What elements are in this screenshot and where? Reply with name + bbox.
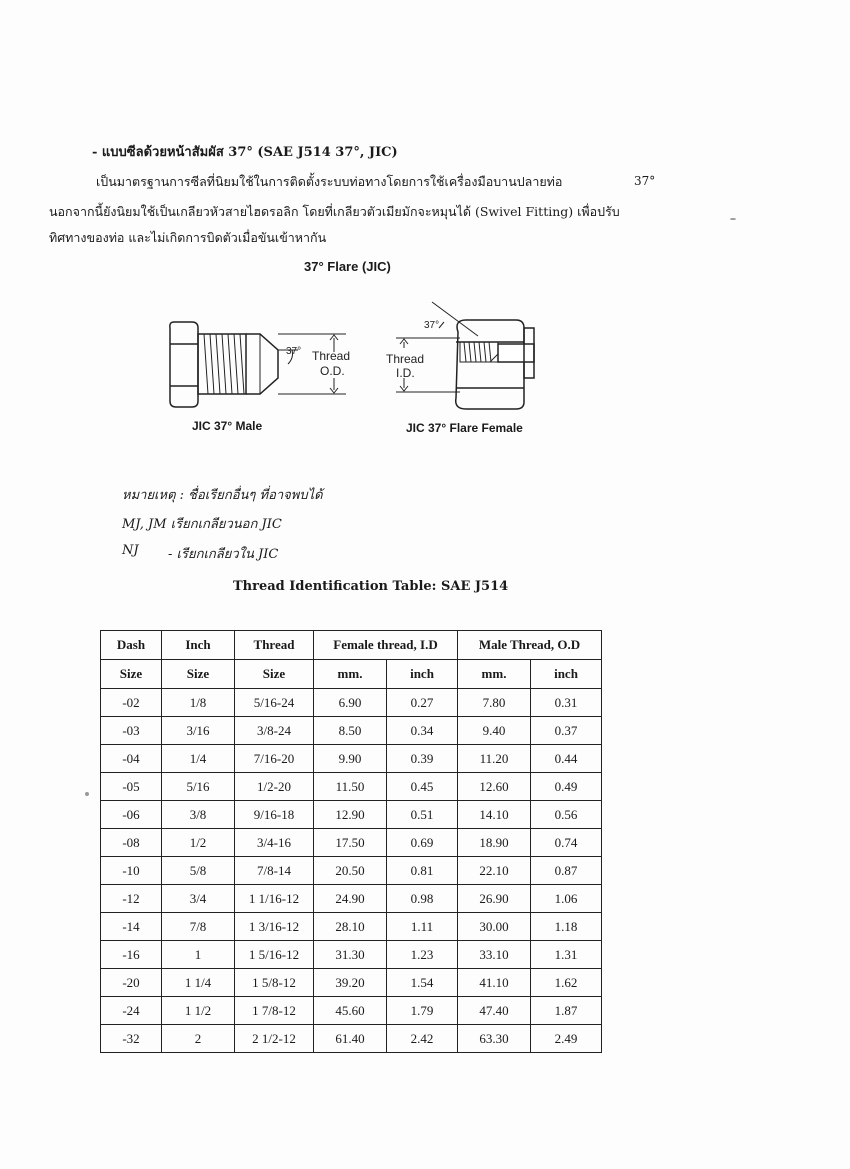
note-female-names: - เรียกเกลียวใน JIC xyxy=(168,547,279,562)
cell: -03 xyxy=(101,717,162,745)
cell: 1.23 xyxy=(387,941,458,969)
cell: 39.20 xyxy=(314,969,387,997)
cell: 11.50 xyxy=(314,773,387,801)
cell: 0.74 xyxy=(531,829,602,857)
thread-identification-table xyxy=(100,630,602,1053)
cell: 3/4 xyxy=(162,885,235,913)
cell: 1 xyxy=(162,941,235,969)
jic-fittings-diagram xyxy=(160,292,560,417)
cell: -10 xyxy=(101,857,162,885)
table-row xyxy=(101,941,602,969)
cell: 47.40 xyxy=(458,997,531,1025)
cell: 7/8-14 xyxy=(235,857,314,885)
cell: 5/16-24 xyxy=(235,689,314,717)
cell: -04 xyxy=(101,745,162,773)
table-row xyxy=(101,997,602,1025)
table-row xyxy=(101,689,602,717)
cell: 0.34 xyxy=(387,717,458,745)
cell: 18.90 xyxy=(458,829,531,857)
cell: 22.10 xyxy=(458,857,531,885)
cell: -20 xyxy=(101,969,162,997)
cell: 45.60 xyxy=(314,997,387,1025)
cell: 3/4-16 xyxy=(235,829,314,857)
table-row xyxy=(101,969,602,997)
cell: 1.79 xyxy=(387,997,458,1025)
cell: 17.50 xyxy=(314,829,387,857)
cell: 8.50 xyxy=(314,717,387,745)
table-row xyxy=(101,801,602,829)
section-heading: - แบบซีลด้วยหน้าสัมผัส 37° (SAE J514 37°, JIC) xyxy=(92,145,398,160)
header-female-thread: Female thread, I.D xyxy=(314,631,458,660)
header-dash-size: Size xyxy=(101,660,162,689)
male-od-label: O.D. xyxy=(320,364,345,378)
cell: 1 1/16-12 xyxy=(235,885,314,913)
figure-title: 37° Flare (JIC) xyxy=(304,259,391,274)
cell: 63.30 xyxy=(458,1025,531,1053)
header-dash: Dash xyxy=(101,631,162,660)
cell: 1/2 xyxy=(162,829,235,857)
cell: 2.49 xyxy=(531,1025,602,1053)
female-id-label: I.D. xyxy=(396,366,415,380)
cell: 1/8 xyxy=(162,689,235,717)
cell: 3/16 xyxy=(162,717,235,745)
note-male-names: MJ, JM เรียกเกลียวนอก JIC xyxy=(122,517,282,532)
cell: 11.20 xyxy=(458,745,531,773)
intro-line-2: นอกจากนี้ยังนิยมใช้เป็นเกลียวหัวสายไฮดรอลิก โดยที่เกลียวตัวเมียมักจะหมุนได้ (Swivel Fitting) เพื่อปรับ xyxy=(49,204,620,219)
table-row xyxy=(101,885,602,913)
cell: 5/8 xyxy=(162,857,235,885)
cell: 61.40 xyxy=(314,1025,387,1053)
cell: 33.10 xyxy=(458,941,531,969)
cell: 30.00 xyxy=(458,913,531,941)
table-row xyxy=(101,773,602,801)
header-thread-size: Size xyxy=(235,660,314,689)
cell: 0.87 xyxy=(531,857,602,885)
cell: -16 xyxy=(101,941,162,969)
cell: 1.87 xyxy=(531,997,602,1025)
header-inch: Inch xyxy=(162,631,235,660)
cell: 1 5/16-12 xyxy=(235,941,314,969)
cell: 3/8-24 xyxy=(235,717,314,745)
cell: 1/4 xyxy=(162,745,235,773)
cell: 14.10 xyxy=(458,801,531,829)
cell: 31.30 xyxy=(314,941,387,969)
cell: 2 1/2-12 xyxy=(235,1025,314,1053)
cell: -12 xyxy=(101,885,162,913)
cell: -24 xyxy=(101,997,162,1025)
cell: 0.37 xyxy=(531,717,602,745)
scan-speck xyxy=(85,792,89,796)
header-inch-size: Size xyxy=(162,660,235,689)
cell: 6.90 xyxy=(314,689,387,717)
cell: 7/16-20 xyxy=(235,745,314,773)
table-body xyxy=(101,689,602,1053)
table-title: Thread Identification Table: SAE J514 xyxy=(233,579,509,594)
cell: 0.69 xyxy=(387,829,458,857)
cell: 9/16-18 xyxy=(235,801,314,829)
table-row xyxy=(101,1025,602,1053)
cell: -14 xyxy=(101,913,162,941)
scan-speck xyxy=(730,218,736,220)
cell: 1 3/16-12 xyxy=(235,913,314,941)
cell: 2 xyxy=(162,1025,235,1053)
table-row xyxy=(101,913,602,941)
cell: -08 xyxy=(101,829,162,857)
note-female-code: NJ xyxy=(122,543,139,558)
cell: 1.11 xyxy=(387,913,458,941)
cell: 41.10 xyxy=(458,969,531,997)
cell: -05 xyxy=(101,773,162,801)
table-row xyxy=(101,857,602,885)
female-thread-label: Thread xyxy=(386,352,425,366)
table-row xyxy=(101,829,602,857)
female-angle-label: 37° xyxy=(424,320,440,331)
cell: 1.31 xyxy=(531,941,602,969)
cell: 0.98 xyxy=(387,885,458,913)
cell: 28.10 xyxy=(314,913,387,941)
cell: 1 1/4 xyxy=(162,969,235,997)
cell: 0.31 xyxy=(531,689,602,717)
intro-line-3: ทิศทางของท่อ และไม่เกิดการบิดตัวเมื่อขันเข้าหากัน xyxy=(49,230,327,245)
cell: 0.45 xyxy=(387,773,458,801)
male-thread-label: Thread xyxy=(312,349,351,363)
cell: 5/16 xyxy=(162,773,235,801)
cell: 1.18 xyxy=(531,913,602,941)
cell: 26.90 xyxy=(458,885,531,913)
cell: 3/8 xyxy=(162,801,235,829)
cell: 7.80 xyxy=(458,689,531,717)
cell: 1.54 xyxy=(387,969,458,997)
header-female-inch: inch xyxy=(387,660,458,689)
cell: 1/2-20 xyxy=(235,773,314,801)
intro-line-1: เป็นมาตรฐานการซีลที่นิยมใช้ในการติดตั้งระบบท่อทางโดยการใช้เครื่องมือบานปลายท่อ xyxy=(96,174,563,189)
cell: -02 xyxy=(101,689,162,717)
table-row xyxy=(101,717,602,745)
header-female-mm: mm. xyxy=(314,660,387,689)
male-angle-label: 37° xyxy=(286,346,302,357)
note-title: หมายเหตุ : ชื่อเรียกอื่นๆ ที่อาจพบได้ xyxy=(122,488,323,503)
cell: 24.90 xyxy=(314,885,387,913)
header-male-inch: inch xyxy=(531,660,602,689)
cell: 0.56 xyxy=(531,801,602,829)
cell: 9.90 xyxy=(314,745,387,773)
male-caption: JIC 37° Male xyxy=(192,419,263,433)
header-male-thread: Male Thread, O.D xyxy=(458,631,602,660)
cell: -32 xyxy=(101,1025,162,1053)
cell: 9.40 xyxy=(458,717,531,745)
intro-line-1-degree: 37° xyxy=(634,174,656,188)
female-caption: JIC 37° Flare Female xyxy=(406,421,523,435)
table-row xyxy=(101,745,602,773)
cell: 0.39 xyxy=(387,745,458,773)
cell: 1 7/8-12 xyxy=(235,997,314,1025)
cell: 0.51 xyxy=(387,801,458,829)
cell: 20.50 xyxy=(314,857,387,885)
cell: 1.06 xyxy=(531,885,602,913)
cell: 1 1/2 xyxy=(162,997,235,1025)
cell: 7/8 xyxy=(162,913,235,941)
cell: 1.62 xyxy=(531,969,602,997)
cell: 1 5/8-12 xyxy=(235,969,314,997)
cell: 0.44 xyxy=(531,745,602,773)
cell: 0.27 xyxy=(387,689,458,717)
cell: 12.60 xyxy=(458,773,531,801)
cell: 2.42 xyxy=(387,1025,458,1053)
header-male-mm: mm. xyxy=(458,660,531,689)
cell: 0.49 xyxy=(531,773,602,801)
cell: 12.90 xyxy=(314,801,387,829)
cell: -06 xyxy=(101,801,162,829)
cell: 0.81 xyxy=(387,857,458,885)
header-thread: Thread xyxy=(235,631,314,660)
